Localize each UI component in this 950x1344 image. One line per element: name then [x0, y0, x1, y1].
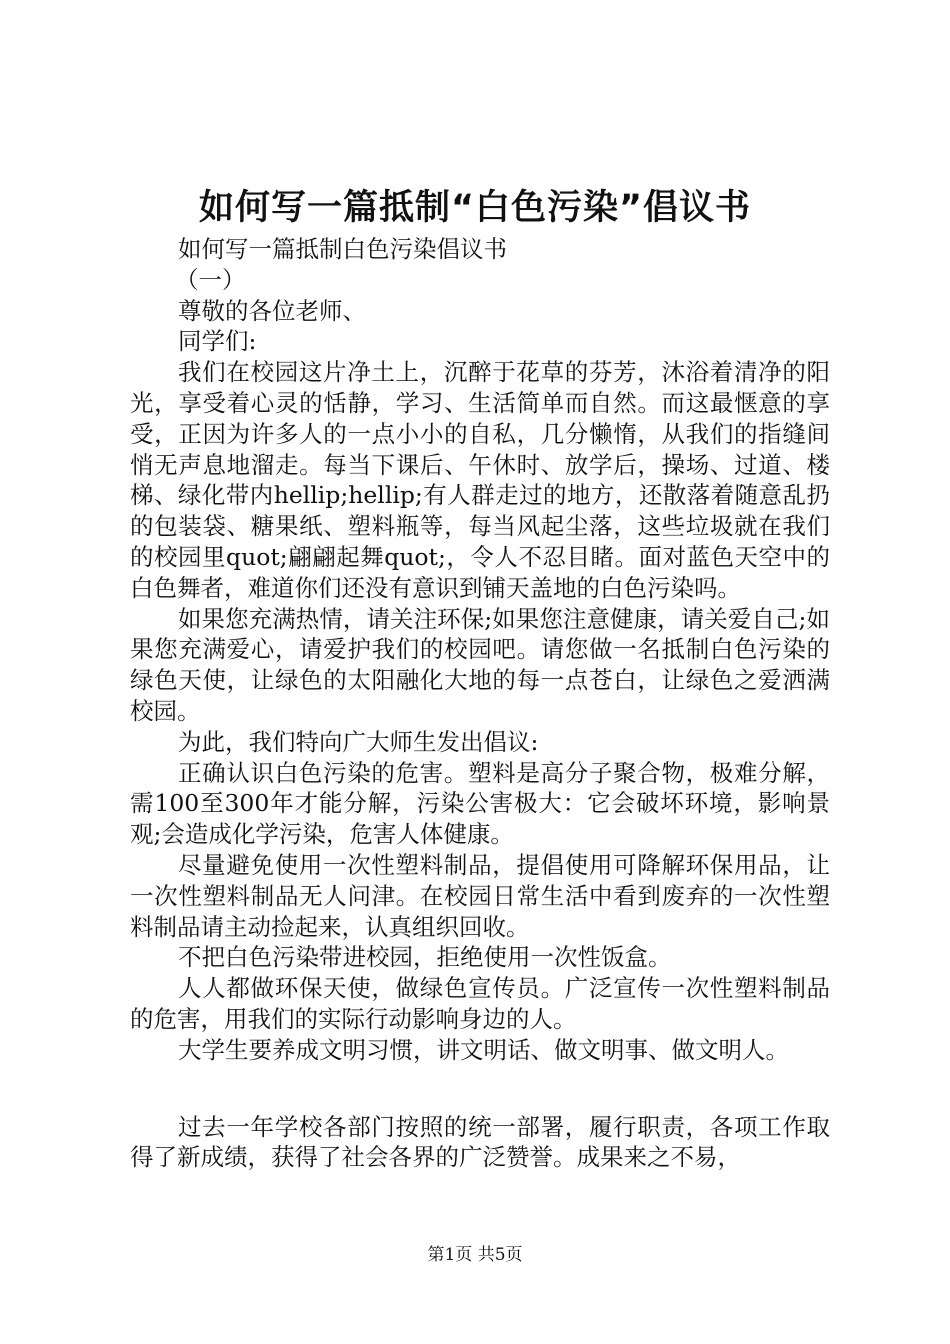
proposal-item-1: 正确认识白色污染的危害。塑料是高分子聚合物，极难分解，需100至300年才能分解，污染公害极大：它会破坏环境，影响景观;会造成化学污染，危害人体健康。 — [130, 758, 830, 849]
document-body — [130, 234, 830, 1173]
paragraph-intro: 我们在校园这片净土上，沉醉于花草的芬芳，沐浴着清净的阳光，享受着心灵的恬静，学习、生活简单而自然。而这最惬意的享受，正因为许多人的一点小小的自私，几分懒惰，从我们的指缝间悄无声息地溜走。每当下课后、午休时、放学后，操场、过道、楼梯、绿化带内hellip;hellip;有人群走过的地方，还散落着随意乱扔的包装袋、糖果纸、塑料瓶等，每当风起尘落，这些垃圾就在我们的校园里quot;翩翩起舞quot;，令人不忍目睹。面对蓝色天空中的白色舞者，难道你们还没有意识到铺天盖地的白色污染吗。 — [130, 358, 830, 602]
paragraph-appeal: 如果您充满热情，请关注环保;如果您注意健康，请关爱自己;如果您充满爱心，请爱护我们的校园吧。请您做一名抵制白色污染的绿色天使，让绿色的太阳融化大地的每一点苍白，让绿色之爱洒满校园。 — [130, 604, 830, 725]
section-label: （一） — [175, 265, 246, 294]
proposal-item-3: 不把白色污染带进校园，拒绝使用一次性饭盒。 — [178, 943, 672, 972]
document-title: 如何写一篇抵制“白色污染”倡议书 — [198, 188, 751, 228]
paragraph-gap — [130, 1066, 830, 1112]
proposal-item-2: 尽量避免使用一次性塑料制品，提倡使用可降解环保用品，让一次性塑料制品无人问津。在校园日常生活中看到废弃的一次性塑料制品请主动捡起来，认真组织回收。 — [130, 850, 830, 941]
proposal-item-5: 大学生要养成文明习惯，讲文明话、做文明事、做文明人。 — [178, 1035, 789, 1064]
greeting-line-2: 同学们: — [178, 327, 257, 356]
paragraph-proposal-lead: 为此，我们特向广大师生发出倡议: — [178, 727, 539, 756]
proposal-item-4: 人人都做环保天使，做绿色宣传员。广泛宣传一次性塑料制品的危害，用我们的实际行动影响身边的人。 — [130, 974, 830, 1033]
closing-paragraph: 过去一年学校各部门按照的统一部署，履行职责，各项工作取得了新成绩，获得了社会各界的广泛赞誉。成果来之不易， — [130, 1112, 830, 1172]
page-footer: 第1页 共5页 — [427, 1245, 523, 1265]
document-subtitle: 如何写一篇抵制白色污染倡议书 — [178, 235, 507, 263]
greeting-line-1: 尊敬的各位老师、 — [178, 296, 366, 325]
